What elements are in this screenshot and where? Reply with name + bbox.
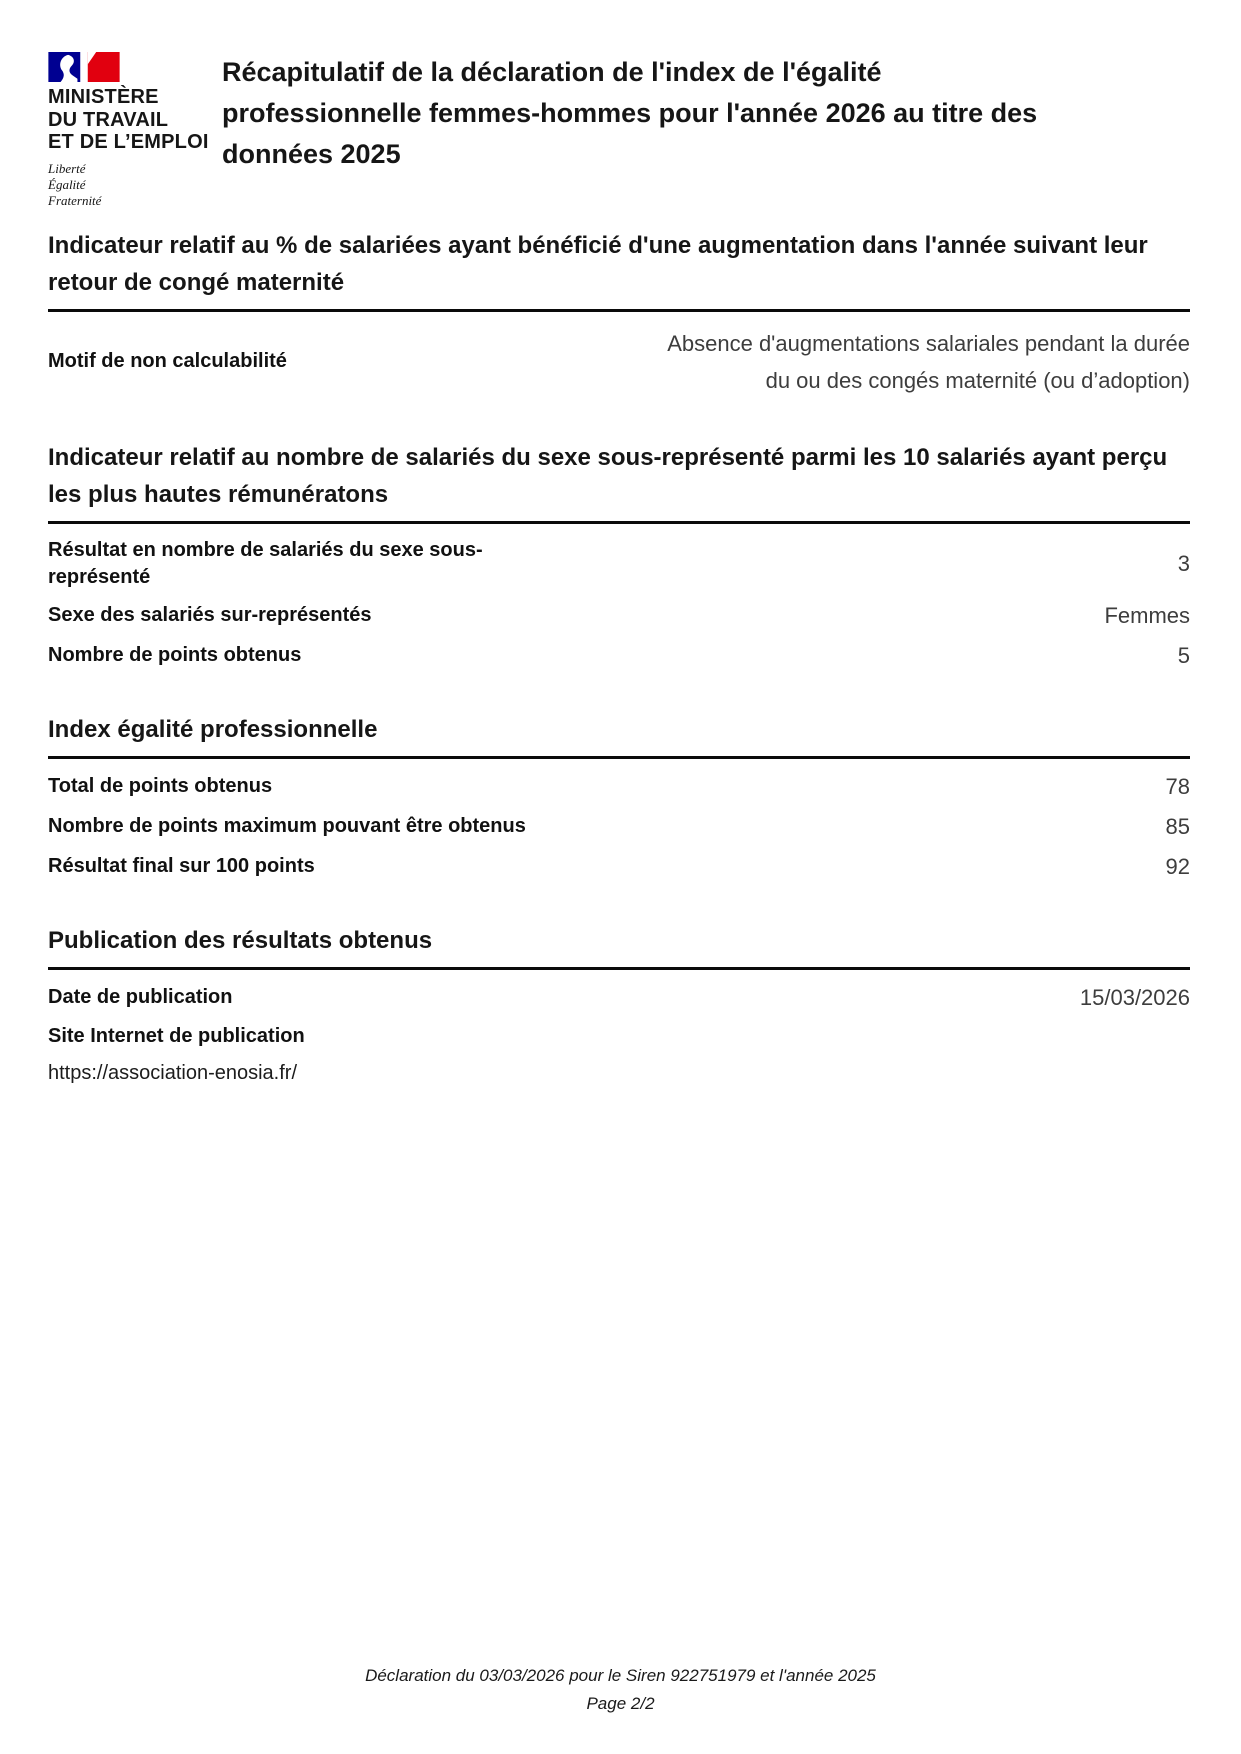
- section-heading: Indicateur relatif au nombre de salariés du sexe sous-représenté parmi les 10 salariés ayant perçu les plus hautes rémunératons: [48, 439, 1190, 524]
- section-indicateur-maternite: [48, 227, 1190, 399]
- info-row: [48, 537, 1190, 591]
- info-row: [48, 983, 1190, 1013]
- french-flag-icon: [48, 52, 120, 82]
- publication-url: https://association-enosia.fr/: [48, 1061, 298, 1084]
- row-label: Sexe des salariés sur-représentés: [48, 604, 372, 626]
- motto-line: Liberté: [48, 160, 86, 176]
- row-value: 15/03/2026: [1079, 984, 1190, 1010]
- info-row: [48, 772, 1190, 802]
- row-label: Nombre de points obtenus: [48, 644, 302, 666]
- ministry-name-line: ET DE L’EMPLOI: [48, 131, 209, 153]
- section-heading: Publication des résultats obtenus: [48, 922, 1190, 970]
- document-title: Récapitulatif de la déclaration de l'index de l'égalité professionnelle femmes-hommes pour l'année 2026 au titre des données 2025: [222, 57, 1038, 169]
- row-label: Total de points obtenus: [48, 775, 273, 797]
- section-indicateur-hautes-remunerations: [48, 439, 1190, 671]
- motto-line: Égalité: [48, 176, 86, 192]
- document-footer: [0, 1662, 1241, 1718]
- info-row: [48, 852, 1190, 882]
- row-value: 3: [1177, 550, 1190, 576]
- info-row: [48, 601, 1190, 631]
- section-rows: [48, 772, 1190, 882]
- section-rows: [48, 325, 1190, 399]
- row-value: 5: [1177, 642, 1190, 668]
- ministry-logo: [48, 52, 222, 209]
- section-heading: Index égalité professionnelle: [48, 711, 1190, 759]
- row-label: Résultat en nombre de salariés du sexe sous-représenté: [48, 538, 483, 588]
- section-heading: Indicateur relatif au % de salariées ayant bénéficié d'une augmentation dans l'année suivant leur retour de congé maternité: [48, 227, 1190, 312]
- section-publication: [48, 922, 1190, 1086]
- row-value: 92: [1165, 853, 1190, 879]
- ministry-name: [48, 86, 222, 154]
- row-label: Date de publication: [48, 986, 233, 1008]
- row-value: 85: [1165, 813, 1190, 839]
- row-label: Site Internet de publication: [48, 1024, 305, 1047]
- section-rows: [48, 537, 1190, 671]
- republic-motto: [48, 161, 222, 209]
- info-row: [48, 325, 1190, 399]
- ministry-name-line: MINISTÈRE: [48, 86, 159, 108]
- ministry-name-line: DU TRAVAIL: [48, 108, 169, 131]
- motto-line: Fraternité: [48, 192, 102, 208]
- row-value: Absence d'augmentations salariales pendant la durée du ou des congés maternité (ou d’adoption): [667, 330, 1190, 393]
- section-rows: [48, 983, 1190, 1050]
- row-value: Femmes: [1104, 602, 1190, 628]
- row-value: 78: [1165, 773, 1190, 799]
- footer-page-number: Page 2/2: [586, 1694, 655, 1713]
- info-row: [48, 812, 1190, 842]
- document-header: [48, 52, 1190, 209]
- info-row: [48, 641, 1190, 671]
- footer-declaration-line: Déclaration du 03/03/2026 pour le Siren 922751979 et l'année 2025: [365, 1666, 876, 1685]
- row-label: Résultat final sur 100 points: [48, 855, 315, 877]
- section-index-egalite: [48, 711, 1190, 882]
- row-label: Nombre de points maximum pouvant être obtenus: [48, 815, 526, 837]
- info-row: [48, 1023, 1190, 1050]
- row-label: Motif de non calculabilité: [48, 350, 287, 372]
